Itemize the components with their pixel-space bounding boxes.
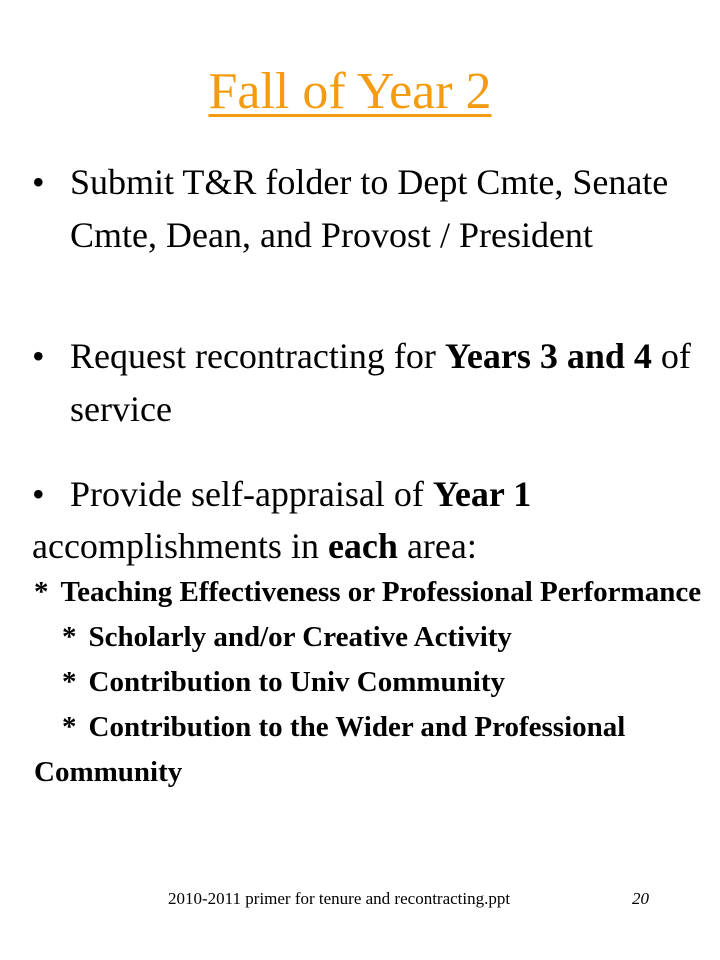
bullet-text-bold: Year 1 <box>432 474 532 514</box>
area-item-text: Scholarly and/or Creative Activity <box>88 621 512 653</box>
bullet-text-pre: Provide self-appraisal of <box>70 474 433 514</box>
star-marker: * <box>62 666 77 698</box>
star-marker: * <box>62 621 77 653</box>
area-item-text: Teaching Effectiveness or Professional Performance <box>60 576 702 608</box>
star-marker: * <box>62 711 77 743</box>
area-item-text: Contribution to the Wider and Professional Community <box>34 711 626 788</box>
bullet-submit-folder <box>70 156 710 262</box>
footer-page-number: 20 <box>632 889 649 908</box>
bullet-text: Submit T&R folder to Dept Cmte, Senate Cmte, Dean, and Provost / President <box>70 162 669 255</box>
area-item-teaching <box>34 570 714 615</box>
bullet-text-bold: Years 3 and 4 <box>444 336 652 376</box>
bullet-request-recontracting <box>70 330 710 436</box>
bullet-marker: • <box>32 474 45 514</box>
bullet-text-mid: accomplishments in <box>32 526 328 566</box>
area-item-text: Contribution to Univ Community <box>88 666 506 698</box>
bullet-text-pre: Request recontracting for <box>70 336 445 376</box>
bullet-marker: • <box>32 336 45 376</box>
bullet-text-post: area: <box>397 526 477 566</box>
bullet-self-appraisal <box>32 468 712 572</box>
footer-filename: 2010-2011 primer for tenure and recontracting.ppt <box>168 889 511 908</box>
bullet-text-post: of service <box>70 336 691 429</box>
bullet-text-bold2: each <box>327 526 398 566</box>
star-marker: * <box>34 576 49 608</box>
slide-title: Fall of Year 2 <box>208 63 492 120</box>
area-list <box>34 570 714 795</box>
area-item-scholarly <box>34 615 714 660</box>
bullet-marker: • <box>32 162 45 202</box>
area-item-wider-community <box>34 705 714 795</box>
area-item-univ-community <box>34 660 714 705</box>
